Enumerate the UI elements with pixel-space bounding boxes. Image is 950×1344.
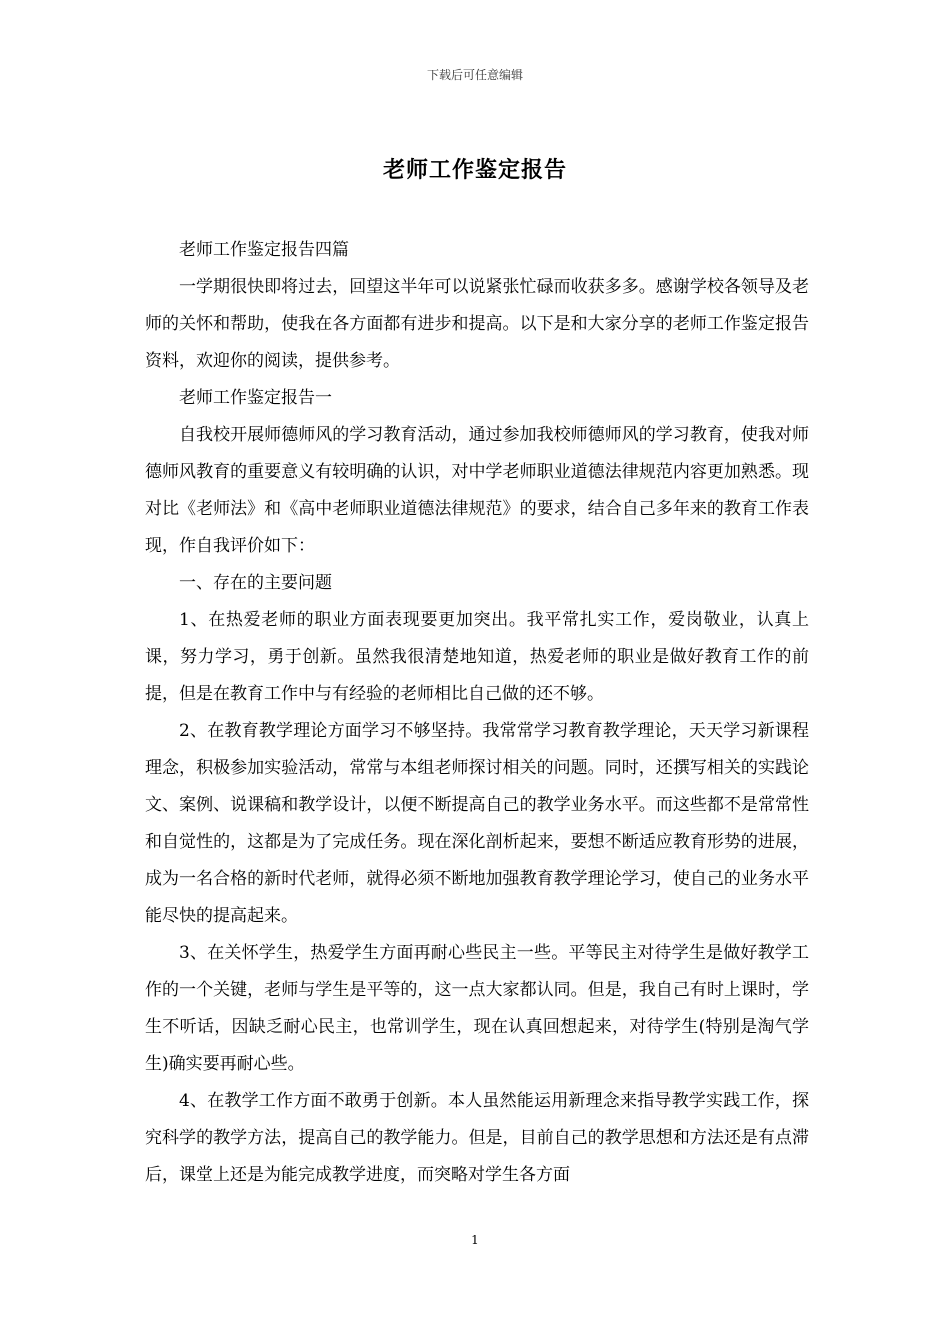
paragraph: 2、在教育教学理论方面学习不够坚持。我常常学习教育教学理论，天天学习新课程理念，积极参加实验活动，常常与本组老师探讨相关的问题。同时，还撰写相关的实践论文、案例、说课稿和教学设计，以便不断提高自己的教学业务水平。而这些都不是常常性和自觉性的，这都是为了完成任务。现在深化剖析起来，要想不断适应教育形势的进展，成为一名合格的新时代老师，就得必须不断地加强教育教学理论学习，使自己的业务水平能尽快的提高起来。: [145, 721, 809, 926]
paragraph-section-heading: 老师工作鉴定报告一: [179, 388, 332, 408]
document-body: [145, 232, 809, 1194]
paragraph-subheading: 一、存在的主要问题: [179, 573, 332, 593]
header-note: 下载后可任意编辑: [426, 68, 523, 82]
document-title: 老师工作鉴定报告: [382, 157, 567, 183]
paragraph: 1、在热爱老师的职业方面表现要更加突出。我平常扎实工作，爱岗敬业，认真上课，努力学习，勇于创新。虽然我很清楚地知道，热爱老师的职业是做好教育工作的前提，但是在教育工作中与有经验的老师相比自己做的还不够。: [145, 610, 809, 704]
paragraph-intro: 一学期很快即将过去，回望这半年可以说紧张忙碌而收获多多。感谢学校各领导及老师的关怀和帮助，使我在各方面都有进步和提高。以下是和大家分享的老师工作鉴定报告资料，欢迎你的阅读，提供参考。: [145, 277, 809, 371]
paragraph: 3、在关怀学生，热爱学生方面再耐心些民主一些。平等民主对待学生是做好教学工作的一个关键，老师与学生是平等的，这一点大家都认同。但是，我自己有时上课时，学生不听话，因缺乏耐心民主，也常训学生，现在认真回想起来，对待学生(特别是淘气学生)确实要再耐心些。: [145, 943, 809, 1074]
paragraph-subtitle: 老师工作鉴定报告四篇: [179, 240, 349, 260]
page-number: 1: [471, 1233, 479, 1247]
paragraph: 4、在教学工作方面不敢勇于创新。本人虽然能运用新理念来指导教学实践工作，探究科学的教学方法，提高自己的教学能力。但是，目前自己的教学思想和方法还是有点滞后，课堂上还是为能完成教学进度，而突略对学生各方面: [145, 1091, 809, 1185]
paragraph: 自我校开展师德师风的学习教育活动，通过参加我校师德师风的学习教育，使我对师德师风教育的重要意义有较明确的认识，对中学老师职业道德法律规范内容更加熟悉。现对比《老师法》和《高中老师职业道德法律规范》的要求，结合自己多年来的教育工作表现，作自我评价如下：: [145, 425, 809, 556]
